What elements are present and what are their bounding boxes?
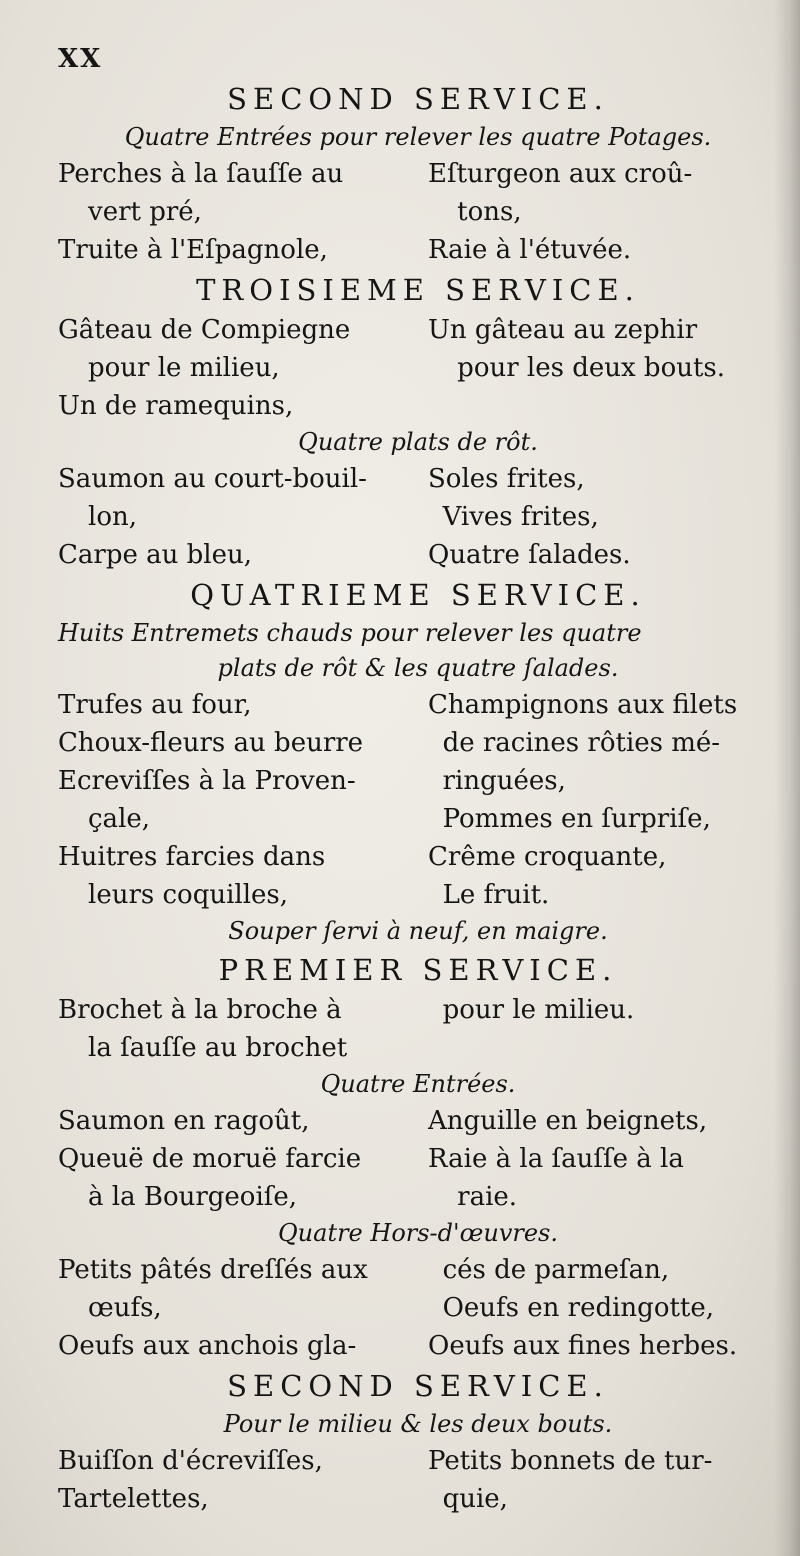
dish-left: lon, <box>88 502 137 532</box>
menu-row <box>58 193 778 231</box>
menu-row <box>58 536 778 574</box>
dish-right: Crême croquante, <box>428 842 667 872</box>
dish-left: Oeufs aux anchois gla- <box>58 1331 357 1361</box>
menu-row <box>58 1251 778 1289</box>
section-subtitle: Souper ſervi à neuf, en maigre. <box>228 917 608 945</box>
menu-row <box>58 876 778 914</box>
section-subtitle: Quatre plats de rôt. <box>298 428 538 456</box>
dish-right <box>428 387 778 425</box>
dish-right: Raie à l'étuvée. <box>428 235 632 265</box>
dish-right: Champignons aux filets <box>428 690 738 720</box>
menu-content <box>58 78 778 1518</box>
menu-row <box>58 686 778 724</box>
dish-right: Raie à la ſauſſe à la <box>428 1144 684 1174</box>
menu-row <box>58 800 778 838</box>
dish-right: Soles frites, <box>428 464 585 494</box>
dish-left: Gâteau de Compiegne <box>58 315 351 345</box>
dish-right: Oeufs aux fines herbes. <box>428 1331 738 1361</box>
dish-left: Buiſſon d'écreviſſes, <box>58 1446 323 1476</box>
menu-row <box>58 311 778 349</box>
dish-right: Pommes en ſurpriſe, <box>442 804 711 834</box>
dish-right: Oeufs en redingotte, <box>442 1293 715 1323</box>
dish-right: pour les deux bouts. <box>457 353 726 383</box>
section-subtitle: plats de rôt & les quatre ſalades. <box>217 654 619 682</box>
dish-left: Queuë de moruë farcie <box>58 1144 362 1174</box>
menu-row <box>58 1102 778 1140</box>
page-number: XX <box>58 44 103 74</box>
dish-right: Vives frites, <box>442 502 599 532</box>
dish-left: Tartelettes, <box>58 1484 209 1514</box>
menu-row <box>58 231 778 269</box>
menu-row <box>58 1029 778 1067</box>
section-subtitle: Pour le milieu & les deux bouts. <box>223 1410 613 1438</box>
dish-left: Trufes au four, <box>58 690 252 720</box>
menu-row <box>58 1480 778 1518</box>
section-subtitle: Quatre Entrées. <box>320 1070 516 1098</box>
menu-row <box>58 387 778 425</box>
menu-row <box>58 724 778 762</box>
dish-left: à la Bourgeoiſe, <box>88 1182 298 1212</box>
menu-row <box>58 498 778 536</box>
dish-right: Petits bonnets de tur- <box>428 1446 713 1476</box>
dish-right: tons, <box>457 197 522 227</box>
page-header <box>58 40 778 78</box>
menu-row <box>58 460 778 498</box>
dish-left: la ſauſſe au brochet <box>88 1033 348 1063</box>
menu-row <box>58 1327 778 1365</box>
dish-right: Quatre ſalades. <box>428 540 631 570</box>
dish-left: Brochet à la broche à <box>58 995 342 1025</box>
dish-right <box>443 1029 778 1067</box>
dish-right: Le fruit. <box>442 880 550 910</box>
dish-left: Carpe au bleu, <box>58 540 252 570</box>
dish-left: Un de ramequins, <box>58 391 294 421</box>
dish-left: Petits pâtés dreſſés aux <box>58 1255 368 1285</box>
dish-right: Un gâteau au zephir <box>428 315 698 345</box>
section-subtitle: Quatre Hors-d'œuvres. <box>278 1219 558 1247</box>
dish-right: raie. <box>457 1182 518 1212</box>
menu-row <box>58 838 778 876</box>
service-heading: TROISIEME SERVICE. <box>196 273 640 307</box>
service-heading: PREMIER SERVICE. <box>218 953 618 987</box>
dish-right: pour le milieu. <box>442 995 635 1025</box>
menu-row <box>58 349 778 387</box>
dish-right: ringuées, <box>442 766 566 796</box>
dish-left: leurs coquilles, <box>88 880 289 910</box>
section-subtitle: Quatre Entrées pour relever les quatre Potages. <box>124 123 712 151</box>
service-heading: QUATRIEME SERVICE. <box>190 578 646 612</box>
menu-row <box>58 1289 778 1327</box>
dish-left: Saumon au court-bouil- <box>58 464 367 494</box>
dish-right: quie, <box>442 1484 508 1514</box>
menu-row <box>58 1178 778 1216</box>
menu-row <box>58 1442 778 1480</box>
dish-right: cés de parmeſan, <box>442 1255 670 1285</box>
dish-left: çale, <box>88 804 151 834</box>
dish-left: Huitres farcies dans <box>58 842 326 872</box>
menu-row <box>58 762 778 800</box>
dish-right: de racines rôties mé- <box>442 728 721 758</box>
dish-left: Perches à la ſauſſe au <box>58 159 344 189</box>
dish-left: pour le milieu, <box>88 353 280 383</box>
dish-left: Ecreviſſes à la Proven- <box>58 766 356 796</box>
dish-left: Saumon en ragoût, <box>58 1106 310 1136</box>
dish-right: Anguille en beignets, <box>428 1106 708 1136</box>
dish-left: vert pré, <box>88 197 202 227</box>
dish-right: Eſturgeon aux croû- <box>428 159 693 189</box>
dish-left: Choux-fleurs au beurre <box>58 728 364 758</box>
dish-left: Truite à l'Eſpagnole, <box>58 235 328 265</box>
dish-left: œufs, <box>88 1293 162 1323</box>
service-heading: SECOND SERVICE. <box>227 82 609 116</box>
menu-row <box>58 991 778 1029</box>
menu-row <box>58 1140 778 1178</box>
section-subtitle: Huits Entremets chauds pour relever les quatre <box>58 619 642 647</box>
service-heading: SECOND SERVICE. <box>227 1369 609 1403</box>
menu-row <box>58 155 778 193</box>
